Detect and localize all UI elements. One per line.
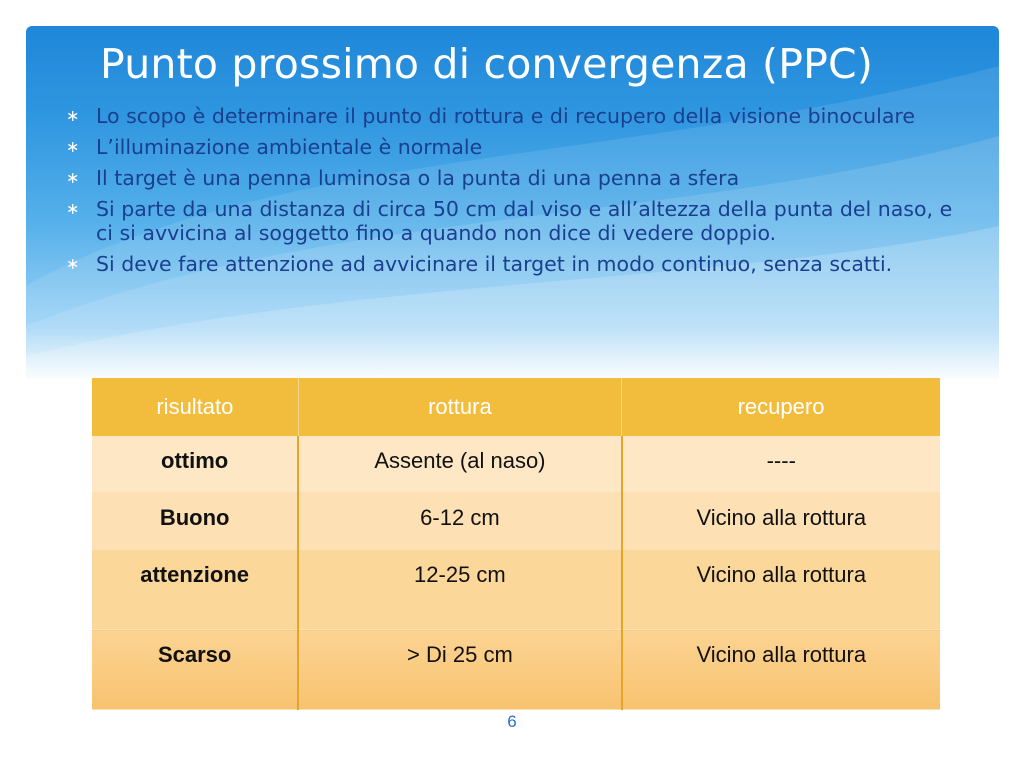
bullet-text: Si parte da una distanza di circa 50 cm dal viso e all’altezza della punta del naso, e ci si avvicina al soggetto fino a quando non dice di vedere doppio. [96,197,953,245]
results-table [92,378,940,710]
cell-rottura: 12-25 cm [298,550,621,630]
bullet-text: Lo scopo è determinare il punto di rottura e di recupero della visione binoculare [96,104,915,128]
asterisk-bullet-icon: ∗ [66,199,80,218]
slide-title: Punto prossimo di convergenza (PPC) [100,40,874,88]
asterisk-bullet-icon: ∗ [66,137,80,156]
bullet-text: Si deve fare attenzione ad avvicinare il target in modo continuo, senza scatti. [96,252,893,276]
header-recupero: recupero [622,378,940,436]
table-row [92,630,940,710]
bullet-item [66,104,966,128]
page-number: 6 [507,712,517,731]
table-row [92,550,940,630]
bullet-item [66,197,966,245]
cell-risultato: Scarso [92,630,298,710]
cell-risultato: ottimo [92,436,298,493]
cell-risultato: attenzione [92,550,298,630]
table-header-row [92,378,940,436]
cell-recupero: Vicino alla rottura [622,550,940,630]
bullet-list [66,104,966,283]
cell-rottura: > Di 25 cm [298,630,621,710]
bullet-item [66,252,966,276]
header-rottura: rottura [298,378,621,436]
bullet-text: Il target è una penna luminosa o la punta di una penna a sfera [96,166,740,190]
asterisk-bullet-icon: ∗ [66,168,80,187]
cell-rottura: Assente (al naso) [298,436,621,493]
cell-recupero: Vicino alla rottura [622,630,940,710]
bullet-text: L’illuminazione ambientale è normale [96,135,483,159]
cell-recupero: ---- [622,436,940,493]
table-row [92,436,940,493]
cell-rottura: 6-12 cm [298,493,621,550]
asterisk-bullet-icon: ∗ [66,254,80,273]
cell-recupero: Vicino alla rottura [622,493,940,550]
cell-risultato: Buono [92,493,298,550]
bullet-item [66,166,966,190]
asterisk-bullet-icon: ∗ [66,106,80,125]
bullet-item [66,135,966,159]
header-risultato: risultato [92,378,298,436]
table-row [92,493,940,550]
